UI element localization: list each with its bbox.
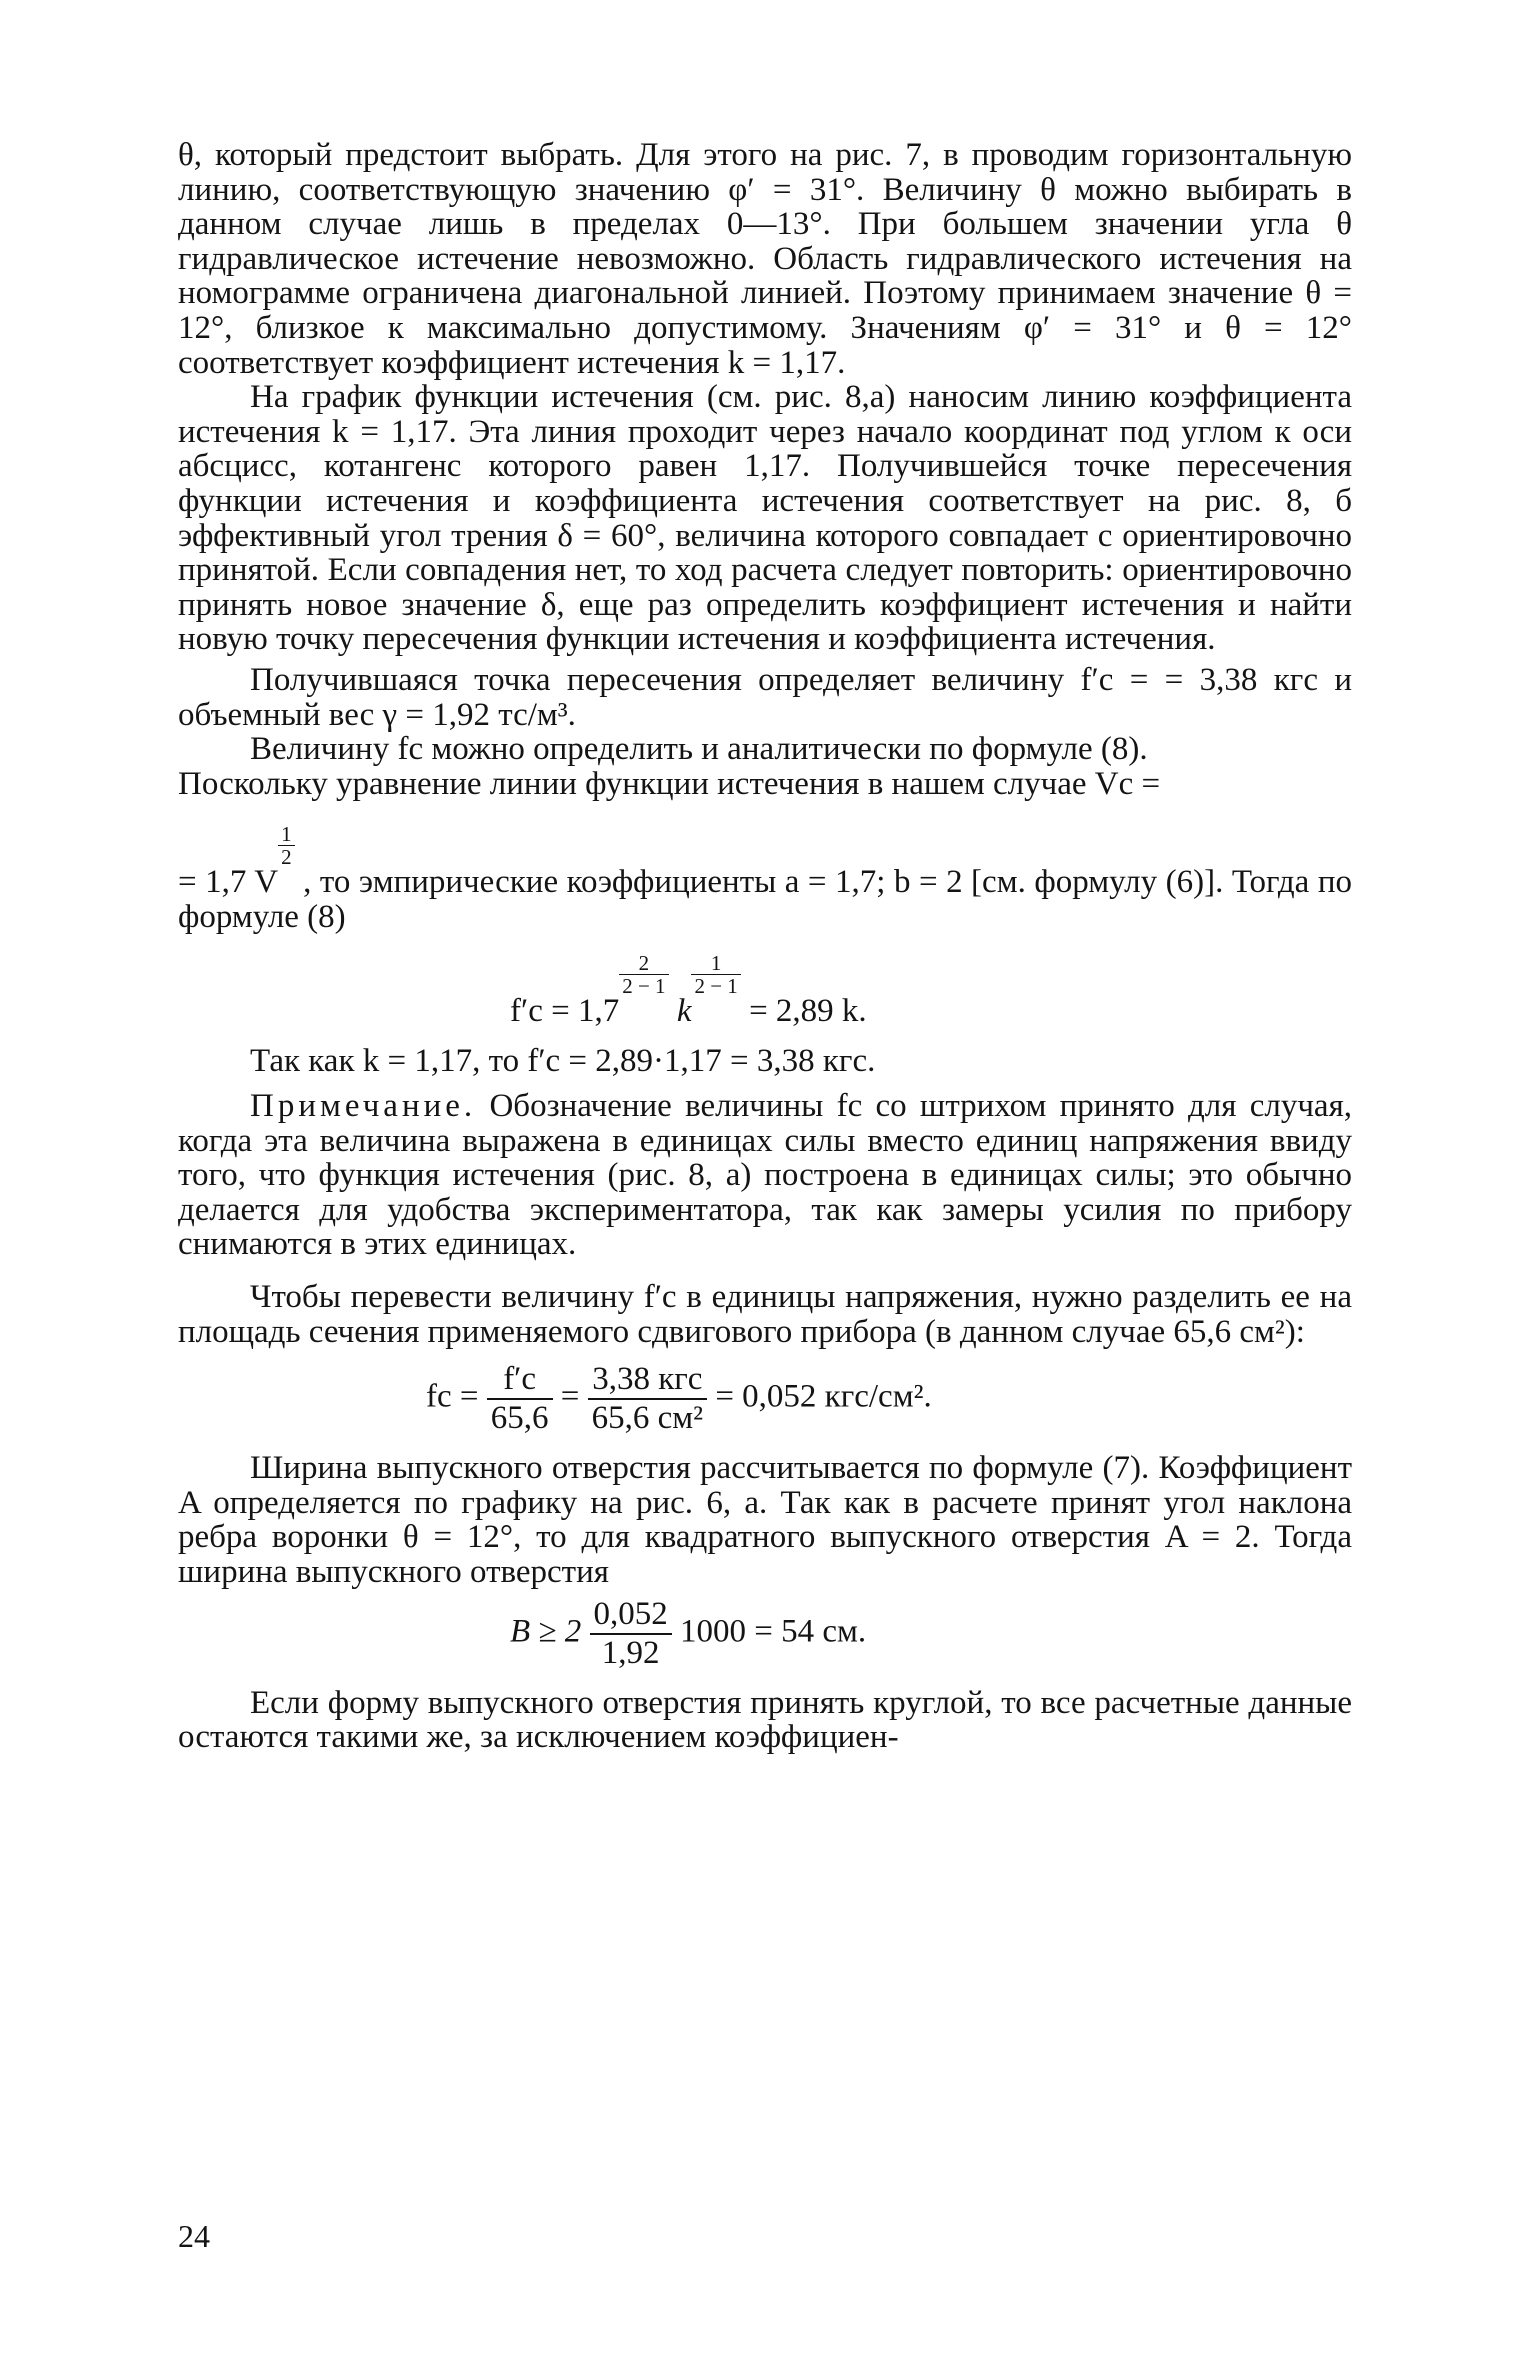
paragraph-analytic-line3: [178, 823, 1352, 934]
formula-fc-fraction2: [588, 1361, 707, 1437]
exponent2-numerator: 1: [691, 952, 740, 975]
paragraph-analytic-line2: Поскольку уравнение линии функции истечения в нашем случае Vc =: [178, 765, 1161, 802]
note-label: Примечание.: [250, 1088, 477, 1125]
paragraph-outlet-width: Ширина выпускного отверстия рассчитывается по формуле (7). Коэффициент A определяется по графику на рис. 6, а. Так как в расчете принят угол наклона ребра воронки θ = 12°, то для квадратного выпускного отверстия A = 2. Тогда ширина выпускного отверстия: [178, 1450, 1352, 1590]
note-block: [178, 1089, 1352, 1262]
exponent-fraction: [278, 823, 295, 868]
formula-fc-prime-exponent2: [691, 952, 740, 997]
formula-width-lhs: B ≥ 2: [510, 1613, 582, 1650]
paragraph-since-k: Так как k = 1,17, то f′c = 2,89·1,17 = 3,38 кгс.: [250, 1043, 876, 1080]
formula-width-b: [510, 1596, 1352, 1672]
paragraph-theta-selection: θ, который предстоит выбрать. Для этого на рис. 7, в проводим горизонтальную линию, соответствующую значению φ′ = 31°. Величину θ можно выбирать в данном случае лишь в пределах 0—13°. При большем значении угла θ гидравлическое истечение невозможно. Область гидравлического истечения на номограмме ограничена диагональной линией. Поэтому принимаем значение θ = 12°, близкое к максимально допустимому. Значениям φ′ = 31° и θ = 12° соответствует коэффициент истечения k = 1,17.: [178, 137, 1352, 381]
fraction1-numerator: f′c: [487, 1361, 553, 1400]
formula-fc-rhs: = 0,052 кгс/см².: [715, 1378, 932, 1415]
exponent2-denominator: 2 − 1: [694, 974, 738, 999]
formula-fc-prime-lhs: f′c = 1,7: [510, 993, 620, 1030]
formula-fc-prime: [510, 952, 1352, 1030]
formula-width-fraction: [590, 1596, 672, 1672]
formula-fc-prime-exponent1: [619, 952, 668, 997]
fraction2-denominator: 65,6 см²: [591, 1400, 704, 1437]
formula-fc-prime-k: k: [676, 993, 692, 1030]
paragraph-analytic-line1: Величину fc можно определить и аналитически по формуле (8).: [250, 731, 1148, 768]
formula-fc: [426, 1361, 1352, 1437]
paragraph-round-outlet: Если форму выпускного отверстия принять круглой, то все расчетные данные остаются такими же, за исключением коэффициен-: [178, 1684, 1352, 1756]
exponent-denominator: 2: [281, 845, 292, 870]
note-text: Обозначение величины fc со штрихом принято для случая, когда эта величина выражена в единицах силы вместо единиц напряжения ввиду того, что функция истечения (рис. 8, а) построена в единицах силы; это обычно делается для удобства экспериментатора, так как замеры усилия по прибору снимаются в этих единицах.: [178, 1088, 1353, 1263]
paragraph-convert-stress: Чтобы перевести величину f′c в единицы напряжения, нужно разделить ее на площадь сечения применяемого сдвигового прибора (в данном случае 65,6 см²):: [178, 1279, 1352, 1350]
width-fraction-numerator: 0,052: [590, 1596, 672, 1635]
formula-fc-prime-rhs: = 2,89 k.: [749, 993, 867, 1030]
page-body: [178, 138, 1352, 2258]
width-fraction-denominator: 1,92: [601, 1634, 660, 1671]
paragraph-flow-function: На график функции истечения (см. рис. 8,а) наносим линию коэффициента истечения k = 1,17. Эта линия проходит через начало координат под углом к оси абсцисс, котангенс которого равен 1,17. Получившейся точке пересечения функции истечения и коэффициента истечения соответствует на рис. 8, б эффективный угол трения δ = 60°, величина которого совпадает с ориентировочно принятой. Если совпадения нет, то ход расчета следует повторить: ориентировочно принять новое значение δ, еще раз определить коэффициент истечения и найти новую точку пересечения функции истечения и коэффициента истечения.: [178, 379, 1352, 658]
formula-fc-equals: =: [560, 1378, 580, 1415]
formula-width-rhs: 1000 = 54 см.: [680, 1613, 867, 1650]
fraction2-numerator: 3,38 кгс: [588, 1361, 707, 1400]
equation-vc-power: = 1,7 V: [178, 864, 279, 901]
formula-fc-lhs: fc =: [426, 1378, 479, 1415]
exponent1-denominator: 2 − 1: [622, 974, 666, 999]
formula-fc-fraction1: [487, 1361, 553, 1437]
fraction1-denominator: 65,6: [490, 1400, 549, 1437]
paragraph-analytic-continuation: , то эмпирические коэффициенты a = 1,7; b = 2 [см. формулу (6)]. Тогда по формуле (8): [178, 864, 1352, 935]
page-number: 24: [178, 2218, 210, 2254]
exponent-numerator: 1: [278, 823, 295, 846]
exponent1-numerator: 2: [619, 952, 668, 975]
paragraph-intersection-point: Получившаяся точка пересечения определяет величину f′c = = 3,38 кгс и объемный вес γ = 1,92 тс/м³.: [178, 661, 1352, 733]
